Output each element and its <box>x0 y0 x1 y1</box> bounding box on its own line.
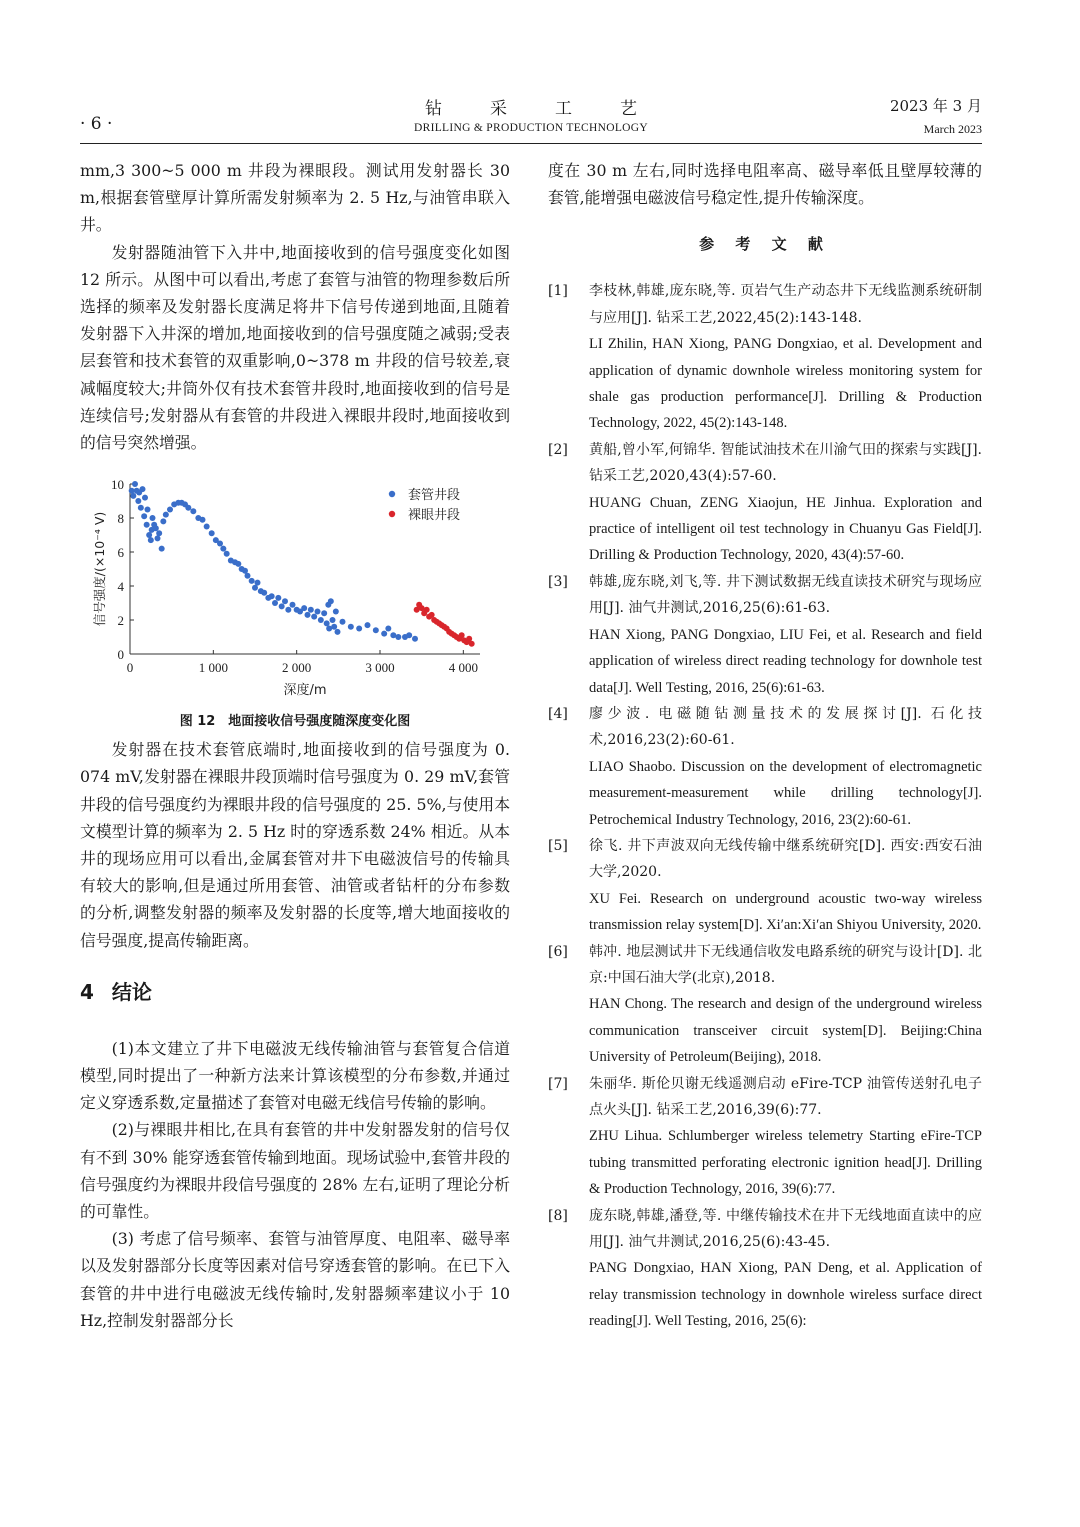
data-point <box>153 525 159 531</box>
right-column <box>548 157 982 1335</box>
y-tick-label: 0 <box>117 647 124 663</box>
reference-item <box>548 437 982 569</box>
data-point <box>424 607 430 613</box>
page-number: · 6 · <box>80 114 113 134</box>
data-point <box>245 573 251 579</box>
data-point <box>305 612 311 618</box>
data-point <box>335 629 341 635</box>
reference-number: [1] <box>548 283 568 300</box>
data-point <box>340 619 346 625</box>
reference-item <box>548 569 982 701</box>
data-point <box>311 614 317 620</box>
data-point <box>145 507 151 513</box>
legend-label: 裸眼井段 <box>408 508 461 524</box>
data-point <box>395 634 401 640</box>
reference-en: XU Fei. Research on underground acoustic two-way wireless transmission relay system[D]. Xi′an:Xi′an Shiyou University, 2020. <box>589 890 982 934</box>
data-point <box>385 626 391 632</box>
paragraph-continued: mm,3 300~5 000 m 井段为裸眼段。测试用发射器长 30 m,根据套管壁厚计算所需发射频率为 2. 5 Hz,与油管串联入井。 <box>80 161 510 235</box>
data-point <box>144 522 150 528</box>
data-point <box>156 531 162 537</box>
data-point <box>138 505 144 511</box>
data-point <box>331 624 337 630</box>
reference-cn: 廖少波. 电磁随钻测量技术的发展探讨[J]. 石化技术,2016,23(2):60-61. <box>589 705 982 749</box>
data-point <box>279 604 285 610</box>
data-point <box>204 524 210 530</box>
chart-points <box>129 481 475 647</box>
reference-number: [5] <box>548 837 568 854</box>
data-point <box>324 621 330 627</box>
data-point <box>163 512 169 518</box>
figure-12 <box>80 470 510 710</box>
figure-caption: 图 12 地面接收信号强度随深度变化图 <box>179 714 411 730</box>
reference-number: [3] <box>548 573 568 590</box>
data-point <box>381 631 387 637</box>
data-point <box>220 546 226 552</box>
paragraph-signal-variation: 发射器随油管下入井中,地面接收到的信号强度变化如图 12 所示。从图中可以看出,考虑了套管与油管的物理参数后所选择的频率及发射器长度满足将井下信号传递到地面,且随着发射器下入井深的增加,地面接收到的信号强度随之减弱;受表层套管和技术套管的双重影响,0~378 m 井段的信号较差,衰减幅度较大;井筒外仅有技术套管井段时,地面接收到的信号是连续信号;发射器从有套管的井段进入裸眼井段时,地面接收到的信号突然增强。 <box>80 242 510 453</box>
data-point <box>272 600 278 606</box>
data-point <box>209 531 215 537</box>
reference-en: LI Zhilin, HAN Xiong, PANG Dongxiao, et al. Development and application of dynamic downhole wireless monitoring system for shale gas production performance[J]. Drilling & Production Technology, 2022, 45(2):143-148. <box>589 336 982 432</box>
data-point <box>185 505 191 511</box>
paragraph-field-results: 发射器在技术套管底端时,地面接收到的信号强度为 0. 074 mV,发射器在裸眼井段顶端时信号强度为 0. 29 mV,套管井段的信号强度约为裸眼井段的信号强度的 25. 5%,与使用本文模型计算的频率为 2. 5 Hz 时的穿透系数 24% 相近。从本井的现场应用可以看出,金属套管对井下电磁波信号的传输具有较大的影响,但是通过所用套管、油管或者钻杆的分布参数的分析,调整发射器的频率及发射器的长度等,增大地面接收的信号强度,提高传输距离。 <box>80 740 510 950</box>
x-tick-label: 4 000 <box>448 660 478 676</box>
conclusion-1: (1)本文建立了井下电磁波无线传输油管与套管复合信道模型,同时提出了一种新方法来计算该模型的分布参数,并通过定义穿透系数,定量描述了套管对电磁无线信号传输的影响。 <box>80 1038 510 1113</box>
data-point <box>146 532 152 538</box>
y-tick-label: 8 <box>117 511 124 527</box>
reference-cn: 黄船,曾小军,何锦华. 智能试油技术在川渝气田的探索与实践[J]. 钻采工艺,2020,43(4):57-60. <box>589 441 982 485</box>
data-point <box>373 627 379 633</box>
reference-en: ZHU Lihua. Schlumberger wireless telemetry Starting eFire-TCP tubing transmitted perforating electronic ignition head[J]. Drilling & Production Technology, 2016, 39(6):77. <box>589 1128 982 1198</box>
reference-cn: 朱丽华. 斯伦贝谢无线遥测启动 eFire-TCP 油管传送射孔电子点火头[J]. 钻采工艺,2016,39(6):77. <box>589 1075 982 1118</box>
data-point <box>412 636 418 642</box>
y-tick-label: 6 <box>117 545 124 561</box>
data-point <box>150 515 156 521</box>
data-point <box>142 495 148 501</box>
x-tick-label: 0 <box>126 660 134 676</box>
reference-en: HAN Chong. The research and design of the underground wireless communication transceiver circuit system[D]. Beijing:China University of Petroleum(Beijing), 2018. <box>589 996 982 1066</box>
section-number: 4 <box>80 979 94 1004</box>
reference-en: HUANG Chuan, ZENG Xiaojun, HE Jinhua. Exploration and practice of intelligent oil test technology in Chuanyu Gas Field[J]. Drilling & Production Technology, 2020, 43(4):57-60. <box>589 494 982 564</box>
data-point <box>308 607 314 613</box>
data-point <box>301 605 307 611</box>
chart-legend <box>389 487 460 523</box>
section-heading <box>80 976 510 1005</box>
reference-item <box>548 278 982 436</box>
reference-cn: 韩雄,庞东晓,刘飞,等. 井下测试数据无线直读技术研究与现场应用[J]. 油气井测试,2016,25(6):61-63. <box>589 573 982 617</box>
data-point <box>200 517 206 523</box>
data-point <box>255 580 261 586</box>
reference-cn: 韩冲. 地层测试井下无线通信收发电路系统的研究与设计[D]. 北京:中国石油大学(北京),2018. <box>589 943 982 986</box>
data-point <box>356 626 362 632</box>
data-point <box>148 537 154 543</box>
data-point <box>290 602 296 608</box>
reference-item <box>548 833 982 939</box>
x-tick-label: 2 000 <box>282 660 312 676</box>
reference-cn: 徐飞. 井下声波双向无线传输中继系统研究[D]. 西安:西安石油大学,2020. <box>589 837 982 881</box>
data-point <box>252 585 258 591</box>
reference-item <box>548 1071 982 1203</box>
data-point <box>365 622 371 628</box>
reference-number: [2] <box>548 441 568 458</box>
reference-en: LIAO Shaobo. Discussion on the development of electromagnetic measurement-measurement while drilling technology[J]. Petrochemical Industry Technology, 2016, 23(2):60-61. <box>589 758 982 828</box>
data-point <box>217 541 223 547</box>
data-point <box>321 610 327 616</box>
reference-number: [8] <box>548 1207 568 1224</box>
scatter-chart <box>80 470 510 710</box>
data-point <box>132 481 138 487</box>
data-point <box>130 493 136 499</box>
data-point <box>140 486 146 492</box>
journal-title-cn: 钻采工艺 <box>425 99 685 119</box>
legend-label: 套管井段 <box>408 488 461 504</box>
issue-date-cn: 2023 年 3 月 <box>889 97 982 115</box>
references-heading: 参 考 文 献 <box>699 235 831 254</box>
data-point <box>333 609 339 615</box>
x-axis-label: 深度/m <box>283 683 327 699</box>
journal-title-en: DRILLING & PRODUCTION TECHNOLOGY <box>414 122 648 134</box>
legend-marker <box>389 511 395 517</box>
x-tick-label: 3 000 <box>365 660 395 676</box>
data-point <box>249 578 255 584</box>
reference-number: [7] <box>548 1075 568 1092</box>
left-column <box>80 157 510 1334</box>
y-axis-label: 信号强度/(×10⁻⁴ V) <box>92 511 107 627</box>
data-point <box>459 633 465 639</box>
data-point <box>190 508 196 514</box>
reference-number: [4] <box>548 705 568 722</box>
reference-item <box>548 939 982 1071</box>
legend-marker <box>389 491 395 497</box>
data-point <box>285 607 291 613</box>
data-point <box>282 599 288 605</box>
data-point <box>466 636 472 642</box>
page-header <box>80 92 982 142</box>
section-title: 结论 <box>111 979 152 1004</box>
conclusion-2: (2)与裸眼井相比,在具有套管的井中发射器发射的信号仅有不到 30% 能穿透套管传输到地面。现场试验中,套管井段的信号强度约为裸眼井段信号强度的 28% 左右,证明了理论分析的可靠性。 <box>80 1120 510 1222</box>
data-point <box>242 568 248 574</box>
conclusion-3: (3) 考虑了信号频率、套管与油管厚度、电阻率、磁导率以及发射器部分长度等因素对信号穿透套管的影响。在已下入套管的井中进行电磁波无线传输时,发射器频率建议小于 10 Hz,控制发射器部分长 <box>80 1229 510 1330</box>
x-tick-label: 1 000 <box>198 660 228 676</box>
y-tick-label: 2 <box>117 613 124 629</box>
data-point <box>159 546 165 552</box>
data-point <box>155 536 161 542</box>
data-point <box>269 593 275 599</box>
reference-item <box>548 701 982 833</box>
paragraph-continued-right: 度在 30 m 左右,同时选择电阻率高、磁导率低且壁厚较薄的套管,能增强电磁波信号稳定性,提升传输深度。 <box>548 161 982 208</box>
data-point <box>135 498 141 504</box>
data-point <box>261 590 267 596</box>
data-point <box>235 561 241 567</box>
data-point <box>315 609 321 615</box>
data-point <box>348 624 354 630</box>
data-point <box>167 507 173 513</box>
reference-cn: 庞东晓,韩雄,潘登,等. 中继传输技术在井下无线地面直读中的应用[J]. 油气井测试,2016,25(6):43-45. <box>589 1207 982 1251</box>
data-point <box>330 617 336 623</box>
data-point <box>406 633 412 639</box>
reference-en: HAN Xiong, PANG Dongxiao, LIU Fei, et al. Research and field application of wireless direct reading technology for downhole test data[J]. Well Testing, 2016, 25(6):61-63. <box>589 626 982 696</box>
reference-number: [6] <box>548 943 568 960</box>
data-point <box>469 641 475 647</box>
data-point <box>429 612 435 618</box>
data-point <box>275 595 281 601</box>
data-point <box>318 617 324 623</box>
data-point <box>141 514 147 520</box>
header-rule <box>80 143 982 144</box>
data-point <box>160 519 166 525</box>
data-point <box>224 551 230 557</box>
data-point <box>328 599 334 605</box>
reference-en: PANG Dongxiao, HAN Xiong, PAN Deng, et al. Application of relay transmission technology in downhole wireless surface direct reading[J]. Well Testing, 2016, 25(6): <box>589 1260 982 1330</box>
y-tick-label: 4 <box>117 579 124 595</box>
y-tick-label: 10 <box>111 477 124 493</box>
reference-cn: 李枝林,韩雄,庞东晓,等. 页岩气生产动态井下无线监测系统研制与应用[J]. 钻采工艺,2022,45(2):143-148. <box>589 283 982 326</box>
reference-item <box>548 1203 982 1335</box>
issue-date-en: March 2023 <box>923 122 982 136</box>
